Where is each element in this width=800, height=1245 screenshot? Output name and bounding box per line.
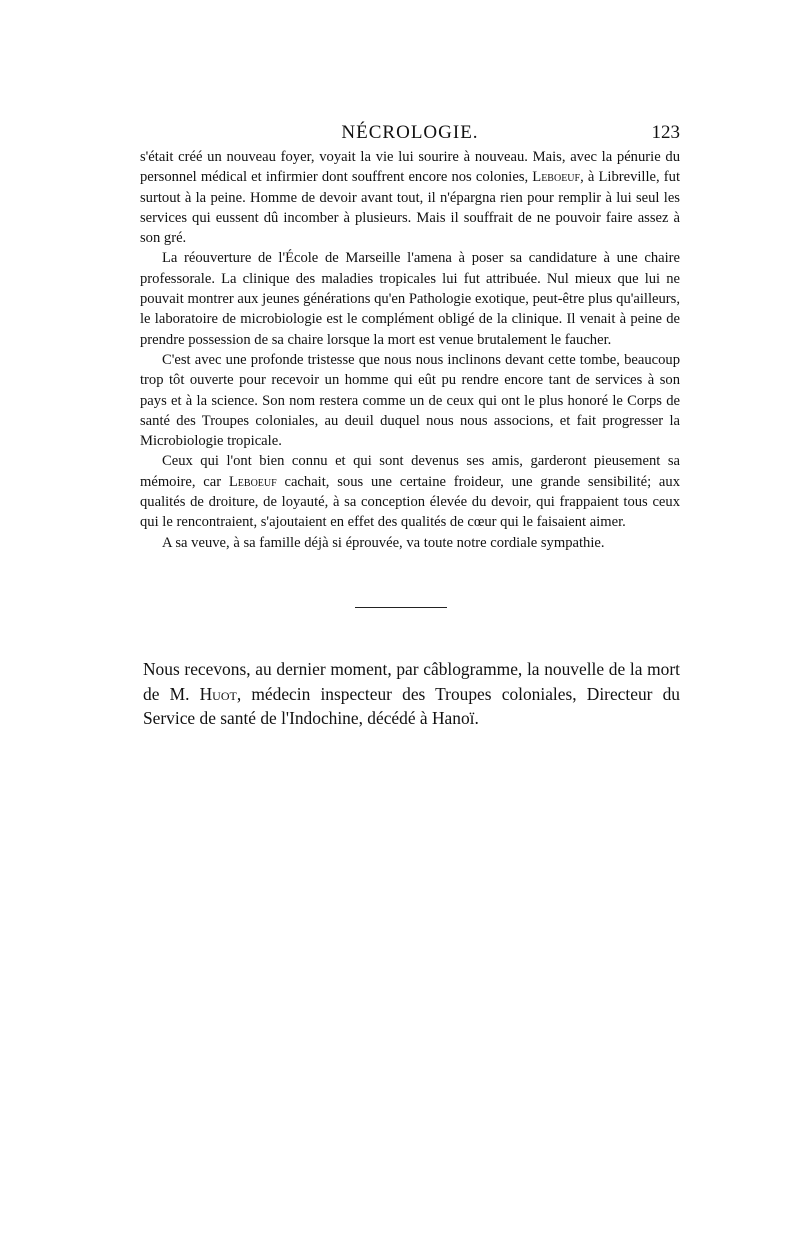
death-notice <box>143 657 680 731</box>
paragraph-5: A sa veuve, à sa famille déjà si éprouvée, va toute notre cordiale sympathie. <box>162 534 605 551</box>
notice-part-b: , médecin inspecteur des Troupes coloniales, Directeur du Service de santé de l'Indochine, décédé à Hanoï. <box>143 683 681 728</box>
person-name-leboeuf-2: Leboeuf <box>228 473 277 490</box>
paragraph-4-part-a: Ceux qui l'ont bien connu et qui sont devenus ses amis, garderont pieusement sa mémoire, car <box>140 453 680 490</box>
notice-paragraph <box>143 657 680 731</box>
person-name-leboeuf: Leboeuf <box>532 169 581 186</box>
running-title: NÉCROLOGIE. <box>341 122 479 143</box>
person-name-huot: Huot <box>199 683 237 704</box>
obituary-text <box>140 147 680 553</box>
paragraph-4 <box>140 451 680 532</box>
page-number: 123 <box>651 122 680 143</box>
paragraph-1-part-b: , à Libreville, fut surtout à la peine. Homme de devoir avant tout, il n'épargna rien pour remplir à lui seul les services qui eussent dû incomber à plusieurs. Mais il souffrait de ne pouvoir faire assez à son gré. <box>140 169 680 247</box>
notice-part-a: Nous recevons, au dernier moment, par câblogramme, la nouvelle de la mort de M. <box>143 659 680 704</box>
paragraph-4-part-b: cachait, sous une certaine froideur, une grande sensibilité; aux qualités de droiture, de loyauté, à sa conception élevée du devoir, qui frappaient tous ceux qui le rencontraient, s'ajoutaient en effet des qualités de cœur qui le faisaient aimer. <box>140 473 680 531</box>
paragraph-2: La réouverture de l'École de Marseille l'amena à poser sa candidature à une chaire professorale. La clinique des maladies tropicales lui fut attribuée. Nul mieux que lui ne pouvait montrer aux jeunes générations qu'en Pathologie exotique, peut-être plus qu'ailleurs, le laboratoire de microbiologie est le complément obligé de la clinique. Il venait à peine de prendre possession de sa chaire lorsque la mort est venue brutalement le faucher. <box>140 250 680 348</box>
paragraph-1-part-a: s'était créé un nouveau foyer, voyait la vie lui sourire à nouveau. Mais, avec la pénurie du personnel médical et infirmier dont souffrent encore nos colonies, <box>140 149 680 186</box>
paragraph-3: C'est avec une profonde tristesse que nous nous inclinons devant cette tombe, beaucoup trop tôt ouverte pour recevoir un homme qui eût pu rendre encore tant de services à son pays et à la science. Son nom restera comme un de ceux qui ont le plus honoré le Corps de santé des Troupes coloniales, au deuil duquel nous nous associons, et fait progresser la Microbiologie tropicale. <box>140 351 680 450</box>
paragraph-1 <box>140 147 680 248</box>
section-divider <box>355 607 447 608</box>
